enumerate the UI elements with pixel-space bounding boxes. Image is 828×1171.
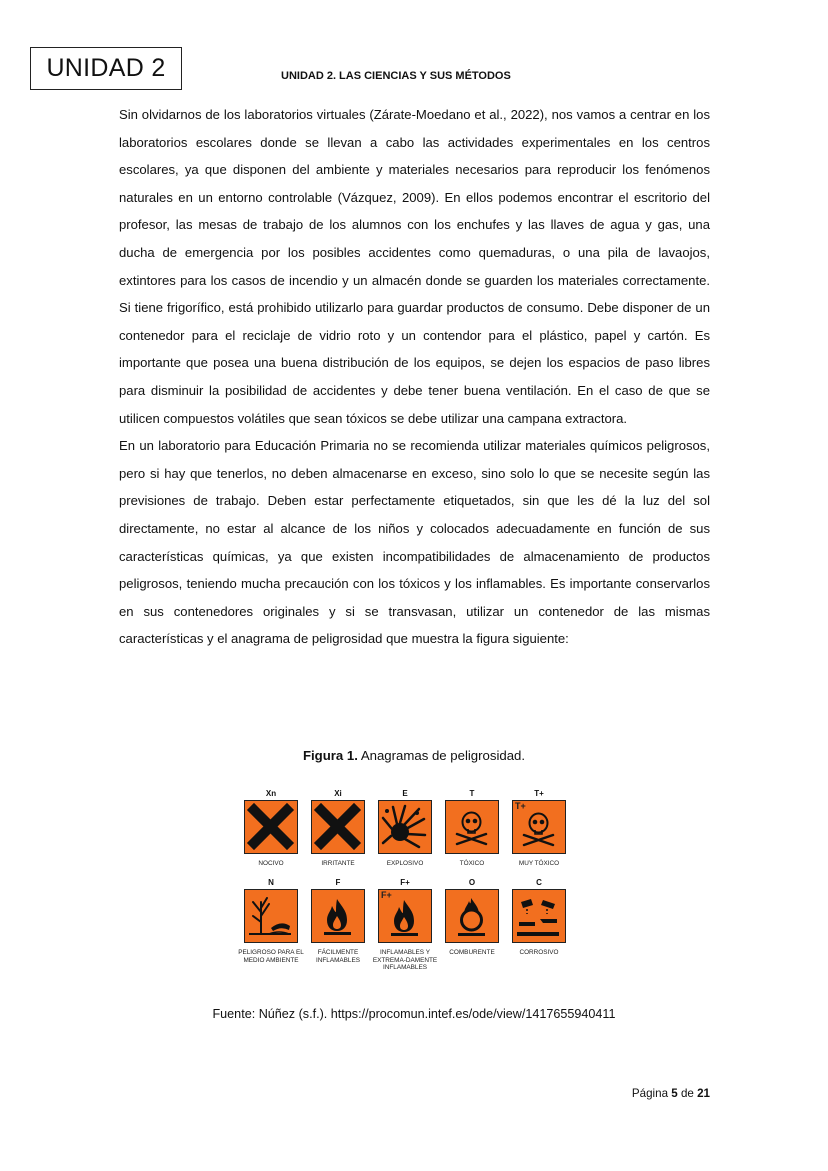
pictogram-n <box>238 877 304 964</box>
pictogram-code: C <box>536 878 542 887</box>
pictogram-code: F <box>335 878 341 887</box>
pictogram-code: Xi <box>334 789 342 798</box>
pictogram-t <box>439 788 505 868</box>
body-text <box>119 101 710 653</box>
skull-icon <box>445 800 499 854</box>
pictogram-label: IRRITANTE <box>321 860 355 867</box>
pictogram-e <box>372 788 438 868</box>
flame-icon <box>378 889 432 943</box>
pictogram-label: CORROSIVO <box>519 949 559 956</box>
figure-caption-text: Anagramas de peligrosidad. <box>360 748 526 763</box>
page-current: 5 <box>671 1087 678 1100</box>
pictogram-t-plus <box>506 788 572 868</box>
pictogram-code: E <box>402 789 408 798</box>
pictogram-label: COMBURENTE <box>449 949 495 956</box>
pictogram-code: N <box>268 878 274 887</box>
dead-tree-icon <box>244 889 298 943</box>
pictogram-label: TÓXICO <box>459 860 485 867</box>
cross-icon <box>244 800 298 854</box>
paragraph-2: En un laboratorio para Educación Primaria no se recomienda utilizar materiales químicos peligrosos, pero si hay que tenerlos, no deben almacenarse en exceso, sino solo lo que se necesite según las previsiones de trabajo. Deben estar perfectamente etiquetados, sin que les dé la luz del sol directamente, no estar al alcance de los niños y colocados adecuadamente en función de sus características químicas, ya que existen incompatibilidades de almacenamiento de productos peligrosos, teniendo mucha precaución con los tóxicos y los inflamables. Es importante conservarlos en sus contenedores originales y si se transvasan, utilizar un contenedor de las mismas características y el anagrama de peligrosidad que muestra la figura siguiente: <box>119 438 710 647</box>
page-header-title: UNIDAD 2. LAS CIENCIAS Y SUS MÉTODOS <box>281 70 511 82</box>
pictogram-label: INFLAMABLES Y EXTREMA-DAMENTE INFLAMABLES <box>372 949 438 972</box>
explosion-icon <box>378 800 432 854</box>
page-number <box>632 1087 710 1100</box>
pictogram-code: Xn <box>265 789 277 798</box>
flame-over-circle-icon <box>445 889 499 943</box>
pictogram-label: EXPLOSIVO <box>386 860 424 867</box>
skull-icon <box>512 800 566 854</box>
unit-label: UNIDAD 2 <box>46 54 166 82</box>
figure-label: Figura 1. <box>302 748 358 763</box>
pictogram-corner: T+ <box>515 801 526 811</box>
pictogram-c <box>506 877 572 957</box>
corrosion-icon <box>512 889 566 943</box>
pictogram-f <box>305 877 371 964</box>
page-total: 21 <box>697 1087 710 1100</box>
pictogram-label: NOCIVO <box>258 860 284 867</box>
paragraph-1: Sin olvidarnos de los laboratorios virtuales (Zárate-Moedano et al., 2022), nos vamos a centrar en los laboratorios escolares donde se llevan a cabo las actividades experimentales en los centros escolares, ya que disponen del ambiente y materiales necesarios para reproducir los fenómenos naturales en un entorno controlable (Vázquez, 2009). En ellos podemos encontrar el escritorio del profesor, las mesas de trabajo de los alumnos con los enchufes y las llaves de agua y gas, una ducha de emergencia por los posibles accidentes como quemaduras, o una pila de lavaojos, extintores para los casos de incendio y un almacén donde se guarden los materiales correctamente. Si tiene frigorífico, está prohibido utilizarlo para guardar productos de consumo. Debe disponer de un contenedor para el reciclaje de vidrio roto y un contendor para el plástico, papel y cartón. Es importante que posea una buena distribución de los equipos, se dejen los espacios de paso libres para disminuir la posibilidad de accidentes y debe tener buena ventilación. En el caso de que se utilicen compuestos volátiles que sean tóxicos se debe utilizar una campana extractora. <box>119 107 710 426</box>
pictogram-f-plus <box>372 877 438 972</box>
pictogram-xi <box>305 788 371 868</box>
pictogram-label: MUY TÓXICO <box>518 860 560 867</box>
pictogram-code: T <box>469 789 475 798</box>
page-prefix: Página <box>631 1087 669 1100</box>
flame-icon <box>311 889 365 943</box>
cross-icon <box>311 800 365 854</box>
pictogram-label: PELIGROSO PARA EL MEDIO AMBIENTE <box>238 949 304 964</box>
pictogram-corner: F+ <box>381 890 392 900</box>
pictogram-o <box>439 877 505 957</box>
unit-label-box <box>30 47 182 90</box>
pictogram-label: FÁCILMENTE INFLAMABLES <box>315 949 361 964</box>
pictogram-xn <box>238 788 304 868</box>
pictogram-code: O <box>468 878 476 887</box>
page-sep: de <box>680 1087 694 1100</box>
pictogram-code: T+ <box>534 789 544 798</box>
pictogram-code: F+ <box>400 878 410 887</box>
figure-source: Fuente: Núñez (s.f.). https://procomun.intef.es/ode/view/1417655940411 <box>212 1007 616 1021</box>
figure-caption <box>0 748 828 763</box>
